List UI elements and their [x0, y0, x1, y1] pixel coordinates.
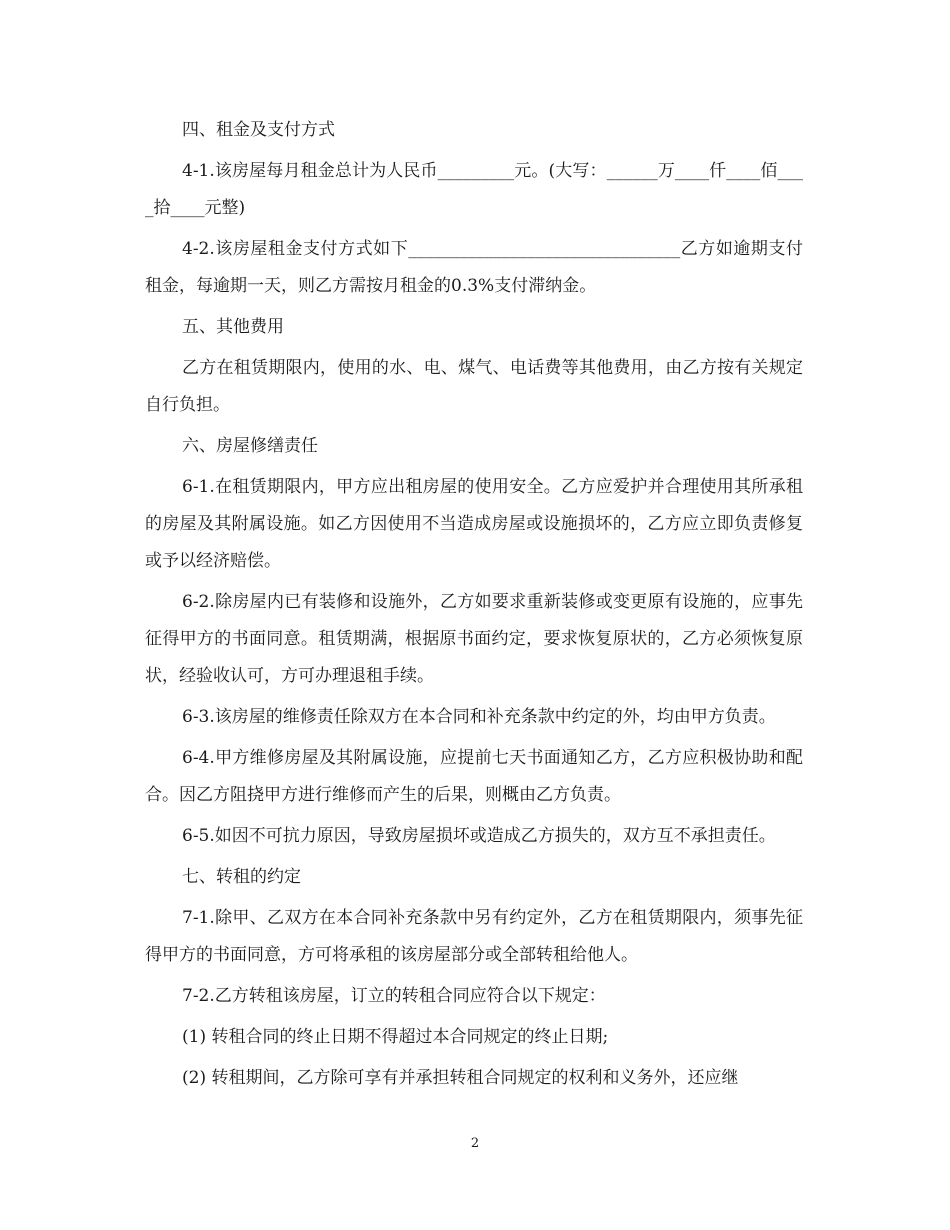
clause-6-1: 6-1.在租赁期限内，甲方应出租房屋的使用安全。乙方应爱护并合理使用其所承租的房屋及其附属设施。如乙方因使用不当造成房屋或设施损坏的，乙方应立即负责修复或予以经济赔偿。: [145, 477, 803, 571]
clause-other-fees: 乙方在租赁期限内，使用的水、电、煤气、电话费等其他费用，由乙方按有关规定自行负担。: [145, 358, 803, 415]
clause-7-2: 7-2.乙方转租该房屋，订立的转租合同应符合以下规定：: [182, 986, 606, 1006]
clause-6-5: 6-5.如因不可抗力原因，导致房屋损坏或造成乙方损失的，双方互不承担责任。: [182, 826, 776, 846]
document-body: [145, 112, 803, 1101]
clause-4-1: 4-1.该房屋每月租金总计为人民币_________元。(大写：______万____仟____佰____拾____元整): [145, 161, 803, 218]
clause-7-1: 7-1.除甲、乙双方在本合同补充条款中另有约定外，乙方在租赁期限内，须事先征得甲方的书面同意，方可将承租的该房屋部分或全部转租给他人。: [145, 908, 803, 965]
clause-7-2-item-2: (2) 转租期间，乙方除可享有并承担转租合同规定的权利和义务外，还应继: [182, 1068, 739, 1088]
section-heading-repair: 六、房屋修缮责任: [182, 436, 318, 456]
clause-6-3: 6-3.该房屋的维修责任除双方在本合同和补充条款中约定的外，均由甲方负责。: [182, 707, 776, 727]
clause-6-4: 6-4.甲方维修房屋及其附属设施，应提前七天书面通知乙方，乙方应积极协助和配合。因乙方阻挠甲方进行维修而产生的后果，则概由乙方负责。: [145, 748, 803, 805]
clause-7-2-item-1: (1) 转租合同的终止日期不得超过本合同规定的终止日期;: [182, 1027, 609, 1047]
section-heading-rent: 四、租金及支付方式: [182, 120, 335, 140]
clause-6-2: 6-2.除房屋内已有装修和设施外，乙方如要求重新装修或变更原有设施的，应事先征得甲方的书面同意。租赁期满，根据原书面约定，要求恢复原状的，乙方必须恢复原状，经验收认可，方可办理退租手续。: [145, 592, 803, 686]
section-heading-other-fees: 五、其他费用: [182, 317, 284, 337]
section-heading-sublease: 七、转租的约定: [182, 867, 301, 887]
clause-4-2: 4-2.该房屋租金支付方式如下________________________________乙方如逾期支付租金，每逾期一天，则乙方需按月租金的0.3%支付滞纳金。: [145, 239, 803, 296]
page-number: 2: [470, 1136, 480, 1151]
